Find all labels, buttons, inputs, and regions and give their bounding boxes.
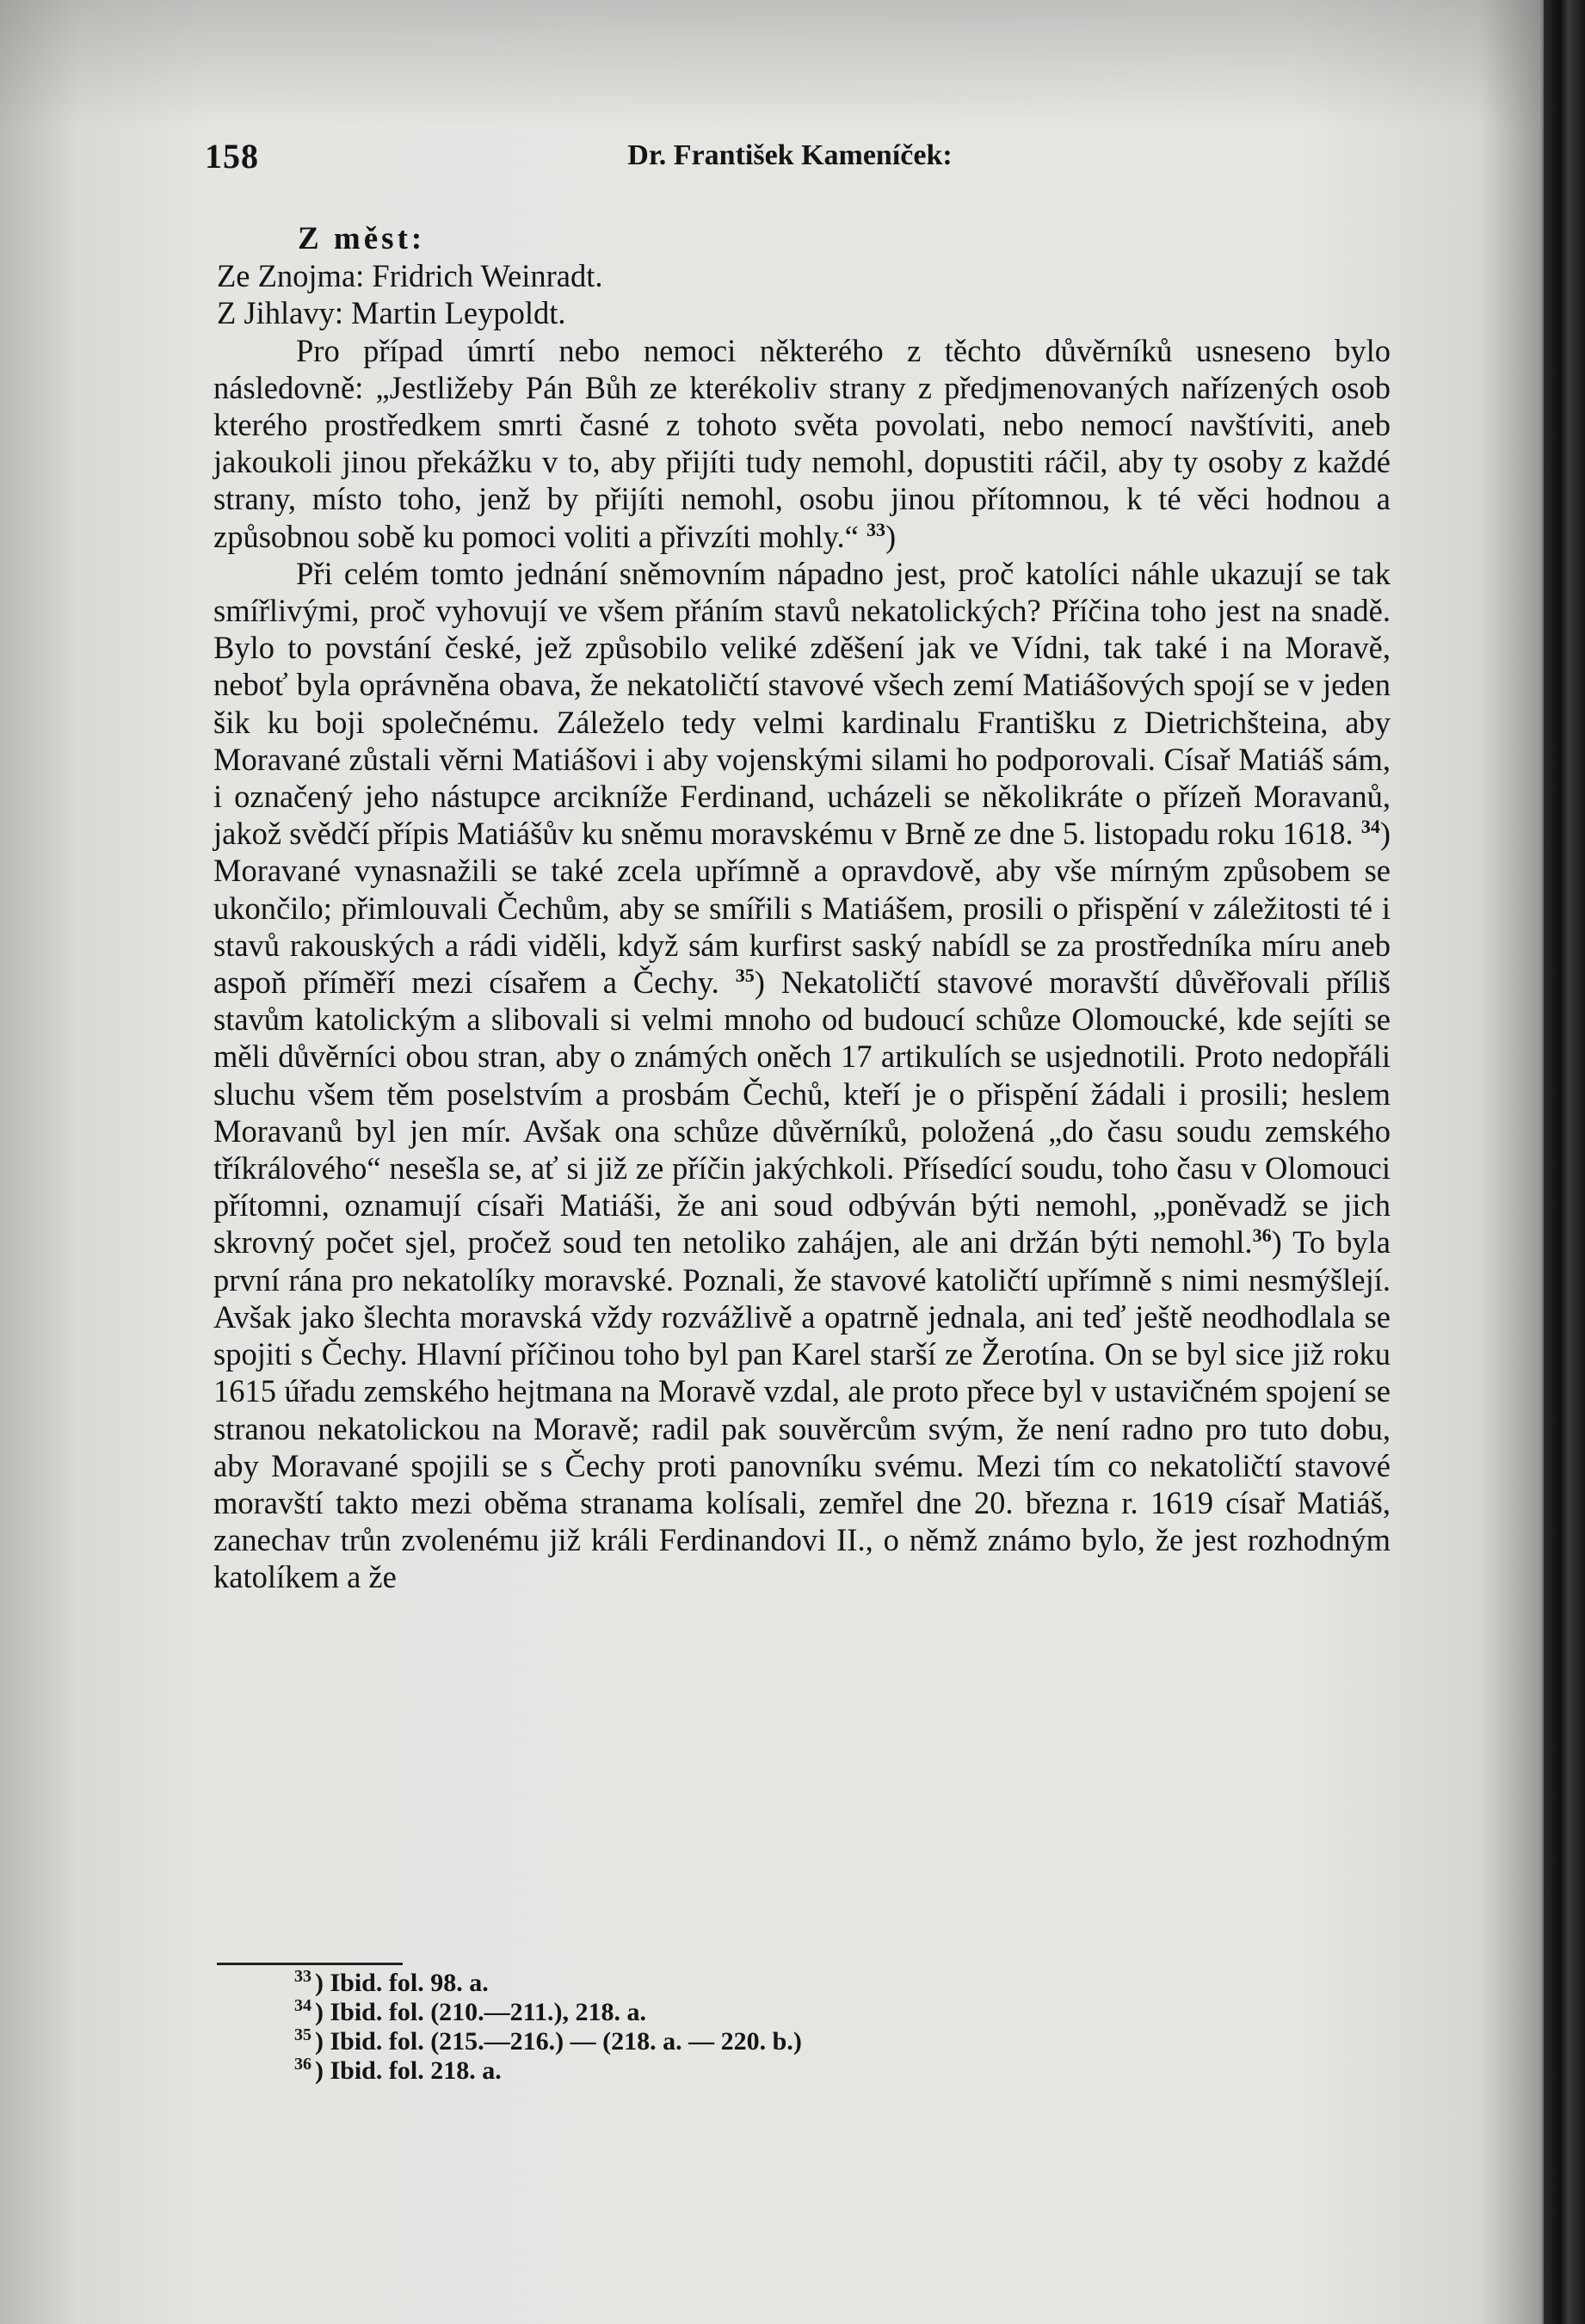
running-head: Dr. František Kameníček: [627,139,953,171]
footnote-text: ) Ibid. fol. (215.—216.) — (218. a. — 220. b.) [315,2027,802,2056]
footnotes [294,1969,1069,2086]
section-heading: Z měst: [298,221,426,256]
paragraph: Pro případ úmrtí nebo nemoci některého z těchto důvěrníků usneseno bylo následovně: „Jestližeby Pán Bůh ze kterékoliv strany z předjmenovaných nařízených osob kterého prostředkem smrti časné z tohoto světa povolati, nebo nemocí navštíviti, aneb jakoukoli jinou překážku v to, aby přijíti tudy nemohl, dopustiti ráčil, aby ty osoby z každé strany, místo toho, jenž by přijíti nemohl, osobu jinou přítomnou, k té věci hodnou a způsobnou sobě ku pomoci voliti a přivzíti mohly.“ $^{33}$) [213,332,1391,554]
footnote [294,1969,1069,1998]
footnote-text: ) Ibid. fol. 218. a. [315,2056,502,2085]
footnote [294,1998,1069,2027]
paragraph-text: To byla první rána pro nekatolíky moravské. Poznali, že stavové katoličtí upřímně s nimi nesmýšlejí. Avšak jako šlechta moravská vždy rozvážlivě a opatrně jednala, ani teď ještě neodhodlala se spojiti s Čechy. Hlavní příčinou toho byl pan Karel starší ze Žerotína. On se byl sice již roku 1615 úřadu zemského hejtmana na Moravě vzdal, ale proto přece byl v ustavičném spojení se stranou nekatolickou na Moravě; radil pak souvěrcům svým, že není radno pro tuto dobu, aby Moravané spojili se s Čechy proti panovníku svému. Mezi tím co nekatoličtí stavové moravští takto mezi oběma stranama kolísali, zemřel dne 20. března r. 1619 císař Matiáš, zanechav trůn zvolenému již králi Ferdinandovi II., o němž známo bylo, že jest rozhodným katolíkem a že [213,1224,1391,1595]
paragraph: Při celém tomto jednání sněmovním nápadno jest, proč katolíci náhle ukazují se tak smířlivými, proč vyhovují ve všem přáním stavů nekatolických? Příčina toho jest na snadě. Bylo to povstání české, jež způsobilo veliké zděšení jak ve Vídni, tak také i na Moravě, neboť byla oprávněna obava, že nekatoličtí stavové všech zemí Matiášových spojí se v jeden šik ku boji společnému. Záleželo tedy velmi kardinalu Františku z Dietrichšteina, aby Moravané zůstali věrni Matiášovi i aby vojenskými silami ho podporovali. Císař Matiáš sám, i označený jeho nástupce arcikníže Ferdinand, ucházeli se několikráte o přízeň Moravanů, jakož svědčí přípis Matiášův ku sněmu moravskému v Brně ze dne 5. listopadu roku 1618. $^{34}$) Moravané vynasnažili se také zcela upřímně a opravdově, aby vše mírným způsobem se ukončilo; přimlouvali Čechům, aby se smířili s Matiášem, prosili o přispění v záležitosti té i stavů rakouských a rádi viděli, když sám kurfirst saský nabídl se za prostředníka míru aneb aspoň příměří mezi císařem a Čechy. $^{35}$) Nekatoličtí stavové moravští důvěřovali příliš stavům katolickým a slibovali si velmi mnoho od budoucí schůze Olomoucké, kde sejíti se měli důvěrníci obou stran, aby o známých oněch 17 artikulích se usjednotili. Proto nedopřáli sluchu všem těm poselstvím a prosbám Čechů, kteří je o přispění žádali i prosili; heslem Moravanů byl jen mír. Avšak ona schůze důvěrníků, položená „do času soudu zemského tříkrálového“ nesešla se, ať si již ze příčin jakýchkoli. Přísedící soudu, toho času v Olomouci přítomni, oznamují císaři Matiáši, že ani soud odbýván býti nemohl, „poněvadž se jich skrovný počet sjel, pročež soud ten netoliko zahájen, ale ani držán býti nemohl.$^{36}$) To byla první rána pro nekatolíky moravské. Poznali, že stavové katoličtí upřímně s nimi nesmýšlejí. Avšak jako šlechta moravská vždy rozvážlivě a opatrně jednala, ani teď ještě neodhodlala se spojiti s Čechy. Hlavní příčinou toho byl pan Karel starší ze Žerotína. On se byl sice již roku 1615 úřadu zemského hejtmana na Moravě vzdal, ale proto přece byl v ustavičném spojení se stranou nekatolickou na Moravě; radil pak souvěrcům svým, že není radno pro tuto dobu, aby Moravané spojili se s Čechy proti panovníku svému. Mezi tím co nekatoličtí stavové moravští takto mezi oběma stranama kolísali, zemřel dne 20. března r. 1619 císař Matiáš, zanechav trůn zvolenému již králi Ferdinandovi II., o němž známo bylo, že jest rozhodným katolíkem a že [213,555,1391,1595]
footnote-reference: 34 [1360,816,1380,838]
footnote-text: ) Ibid. fol. 98. a. [315,1969,489,1997]
footnote-mark: 33 [294,1967,311,1986]
page-number: 158 [205,137,259,176]
footnote [294,2027,1069,2056]
page-header [205,136,1375,179]
page-binding-edge [1544,0,1585,2324]
sender-line: Ze Znojma: Fridrich Weinradt. [217,258,603,294]
body-text [213,220,1391,1596]
footnote-divider [217,1963,403,1965]
paragraph-text: Při celém tomto jednání sněmovním nápadno jest, proč katolíci náhle ukazují se tak smířlivými, proč vyhovují ve všem přáním stavů nekatolických? Příčina toho jest na snadě. Bylo to povstání české, jež způsobilo veliké zděšení jak ve Vídni, tak také i na Moravě, neboť byla oprávněna obava, že nekatoličtí stavové všech zemí Matiášových spojí se v jeden šik ku boji společnému. Záleželo tedy velmi kardinalu Františku z Dietrichšteina, aby Moravané zůstali věrni Matiášovi i aby vojenskými silami ho podporovali. Císař Matiáš sám, i označený jeho nástupce arcikníže Ferdinand, ucházeli se několikráte o přízeň Moravanů, jakož svědčí přípis Matiášův ku sněmu moravskému v Brně ze dne 5. listopadu roku 1618. [213,555,1391,852]
footnote-text: ) Ibid. fol. (210.—211.), 218. a. [315,1998,647,2026]
footnote-reference: 33 [866,518,885,540]
paragraph-text: Pro případ úmrtí nebo nemoci některého z těchto důvěrníků usneseno bylo následovně: „Jestližeby Pán Bůh ze kterékoliv strany z předjmenovaných nařízených osob kterého prostředkem smrti časné z tohoto světa povolati, nebo nemocí navštíviti, aneb jakoukoli jinou překážku v to, aby přijíti tudy nemohl, dopustiti ráčil, aby ty osoby z každé strany, místo toho, jenž by přijíti nemohl, osobu jinou přítomnou, k té věci hodnou a způsobnou sobě ku pomoci voliti a přivzíti mohly.“ [213,332,1391,554]
sender-line: Z Jihlavy: Martin Leypoldt. [217,295,566,331]
footnote-reference: 36 [1252,1224,1272,1247]
footnote-reference: 35 [735,964,755,986]
footnote [294,2056,1069,2086]
footnote-mark: 35 [294,2025,311,2044]
paragraph-text: Nekatoličtí stavové moravští důvěřovali příliš stavům katolickým a slibovali si velmi mnoho od budoucí schůze Olomoucké, kde sejíti se měli důvěrníci obou stran, aby o známých oněch 17 artikulích se usjednotili. Proto nedopřáli sluchu všem těm poselstvím a prosbám Čechů, kteří je o přispění žádali i prosili; heslem Moravanů byl jen mír. Avšak ona schůze důvěrníků, položená „do času soudu zemského tříkrálového“ nesešla se, ať si již ze příčin jakýchkoli. Přísedící soudu, toho času v Olomouci přítomni, oznamují císaři Matiáši, že ani soud odbýván býti nemohl, „poněvadž se jich skrovný počet sjel, pročež soud ten netoliko zahájen, ale ani držán býti nemohl. [213,965,1391,1261]
paragraph-text: Moravané vynasnažili se také zcela upřímně a opravdově, aby vše mírným způsobem se ukončilo; přimlouvali Čechům, aby se smířili s Matiášem, prosili o přispění v záležitosti té i stavů rakouských a rádi viděli, když sám kurfirst saský nabídl se za prostředníka míru aneb aspoň příměří mezi císařem a Čechy. [213,853,1391,1001]
scan-shadow [0,0,1549,129]
footnote-mark: 36 [294,2055,311,2074]
footnote-mark: 34 [294,1996,311,2015]
